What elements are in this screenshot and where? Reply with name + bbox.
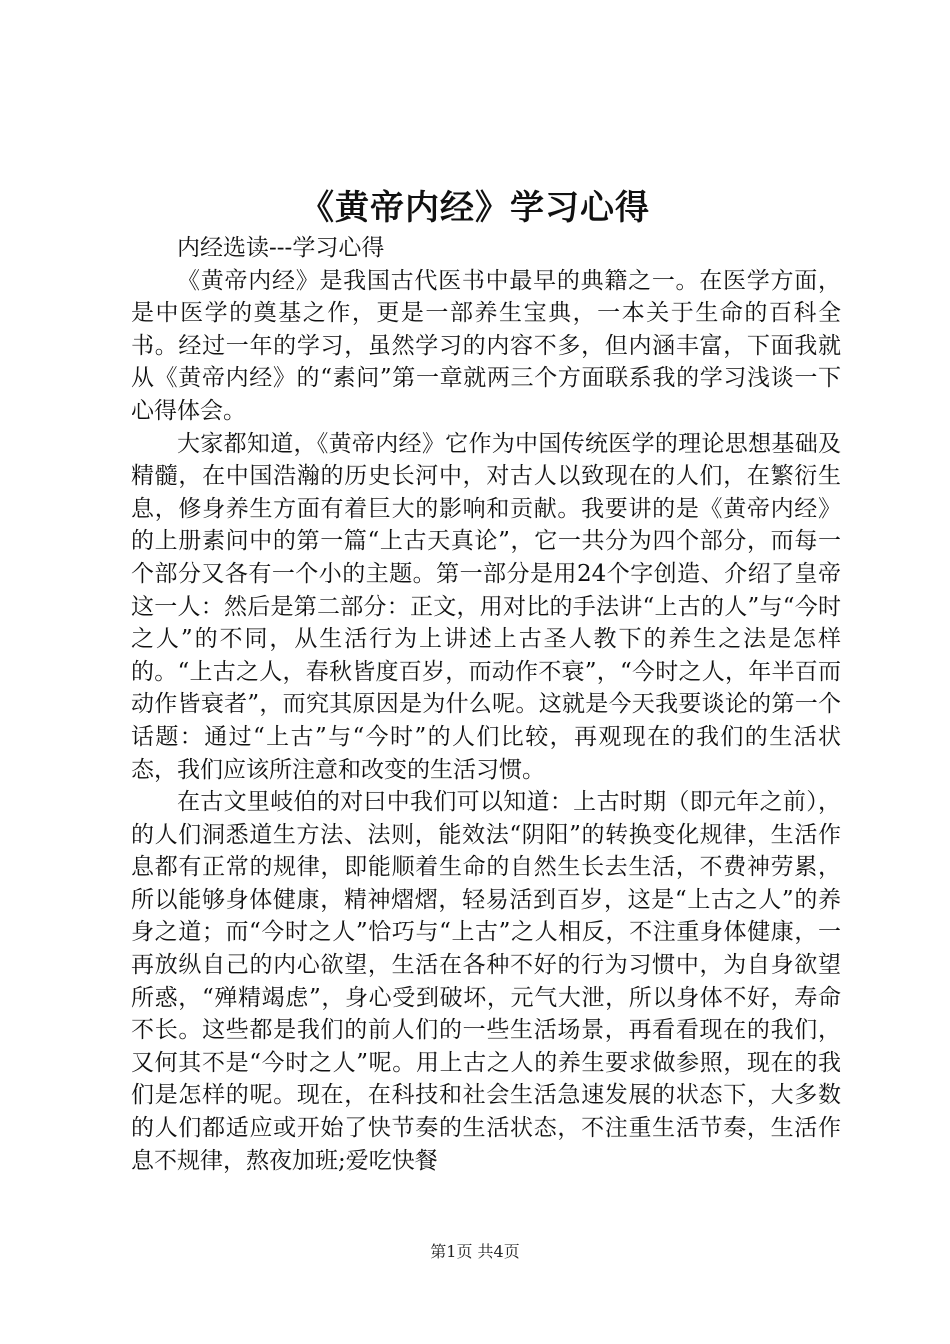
document-body: [131, 232, 841, 1177]
paragraph-3: 在古文里岐伯的对曰中我们可以知道：上古时期（即元年之前），的人们洞悉道生方法、法则，能效法“阴阳”的转换变化规律，生活作息都有正常的规律，即能顺着生命的自然生长去生活，不费神劳累，所以能够身体健康，精神熠熠，轻易活到百岁，这是“上古之人”的养身之道；而“今时之人”恰巧与“上古”之人相反，不注重身体健康，一再放纵自己的内心欲望，生活在各种不好的行为习惯中，为自身欲望所惑，“殚精竭虑”，身心受到破坏，元气大泄，所以身体不好，寿命不长。这些都是我们的前人们的一些生活场景，再看看现在的我们，又何其不是“今时之人”呢。用上古之人的养生要求做参照，现在的我们是怎样的呢。现在，在科技和社会生活急速发展的状态下，大多数的人们都适应或开始了快节奏的生活状态，不注重生活节奏，生活作息不规律，熬夜加班;爱吃快餐: [131, 789, 841, 1174]
document-subtitle: 内经选读---学习心得: [177, 235, 385, 261]
document-title: 《黄帝内经》学习心得: [300, 188, 650, 228]
paragraph-2: 大家都知道，《黄帝内经》它作为中国传统医学的理论思想基础及精髓，在中国浩瀚的历史长河中，对古人以致现在的人们，在繁衍生息，修身养生方面有着巨大的影响和贡献。我要讲的是《黄帝内经》的上册素问中的第一篇“上古天真论”，它一共分为四个部分，而每一个部分又各有一个小的主题。第一部分是用24个字创造、介绍了皇帝这一人：然后是第二部分：正文，用对比的手法讲“上古的人”与“今时之人”的不同，从生活行为上讲述上古圣人教下的养生之法是怎样的。“上古之人，春秋皆度百岁，而动作不衰”，“今时之人，年半百而动作皆衰者”，而究其原因是为什么呢。这就是今天我要谈论的第一个话题：通过“上古”与“今时”的人们比较，再观现在的我们的生活状态，我们应该所注意和改变的生活习惯。: [131, 430, 841, 783]
paragraph-1: 《黄帝内经》是我国古代医书中最早的典籍之一。在医学方面，是中医学的奠基之作，更是一部养生宝典，一本关于生命的百科全书。经过一年的学习，虽然学习的内容不多，但内涵丰富，下面我就从《黄帝内经》的“素问”第一章就两三个方面联系我的学习浅谈一下心得体会。: [131, 267, 841, 424]
page-number-footer: 第1页 共4页: [430, 1242, 520, 1261]
